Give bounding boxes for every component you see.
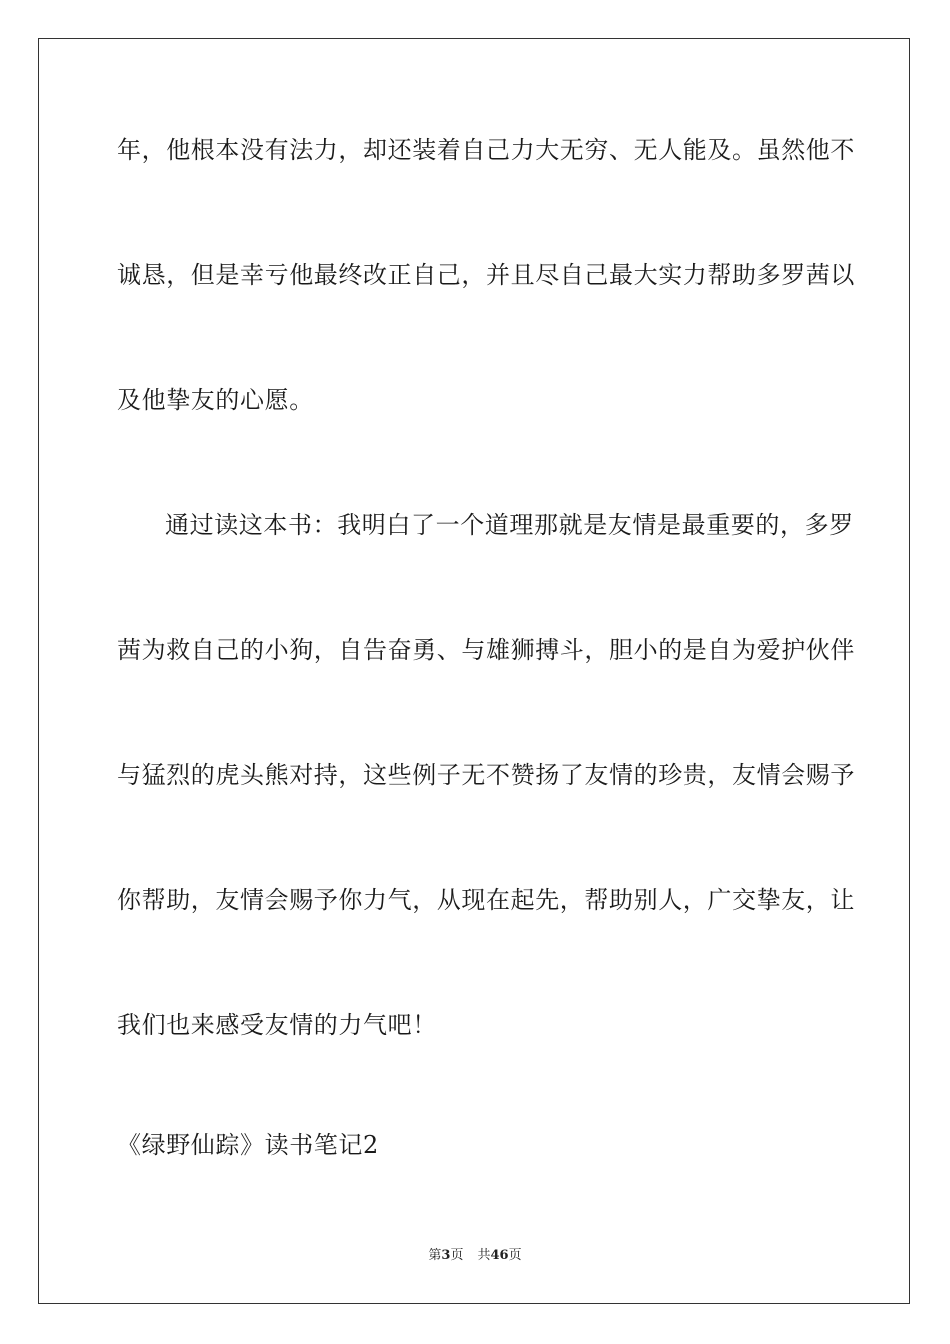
page-suffix: 页 <box>450 1248 464 1263</box>
page-prefix: 第 <box>428 1248 442 1263</box>
body-text-line: 及他挚友的心愿。 <box>117 386 314 414</box>
page-footer <box>0 1246 950 1266</box>
body-text-line: 与猛烈的虎头熊对持，这些例子无不赞扬了友情的珍贵，友情会赐予 <box>117 761 855 789</box>
page-number: 3 <box>441 1248 451 1263</box>
page-border <box>38 38 910 1304</box>
body-text-line: 茜为救自己的小狗，自告奋勇、与雄狮搏斗，胆小的是自为爱护伙伴 <box>117 636 855 664</box>
body-text-line: 我们也来感受友情的力气吧！ <box>117 1011 437 1039</box>
body-text-line: 年，他根本没有法力，却还装着自己力大无穷、无人能及。虽然他不 <box>117 136 855 164</box>
body-text-line: 你帮助，友情会赐予你力气，从现在起先，帮助别人，广交挚友，让 <box>117 886 855 914</box>
body-text-line: 诚恳，但是幸亏他最终改正自己，并且尽自己最大实力帮助多罗茜以 <box>117 261 855 289</box>
total-suffix: 页 <box>508 1248 522 1263</box>
paragraph-first-line: 通过读这本书：我明白了一个道理那就是友情是最重要的，多罗 <box>165 511 854 539</box>
total-pages: 46 <box>490 1248 509 1263</box>
total-prefix: 共 <box>477 1248 491 1263</box>
section-title: 《绿野仙踪》读书笔记2 <box>117 1131 379 1159</box>
